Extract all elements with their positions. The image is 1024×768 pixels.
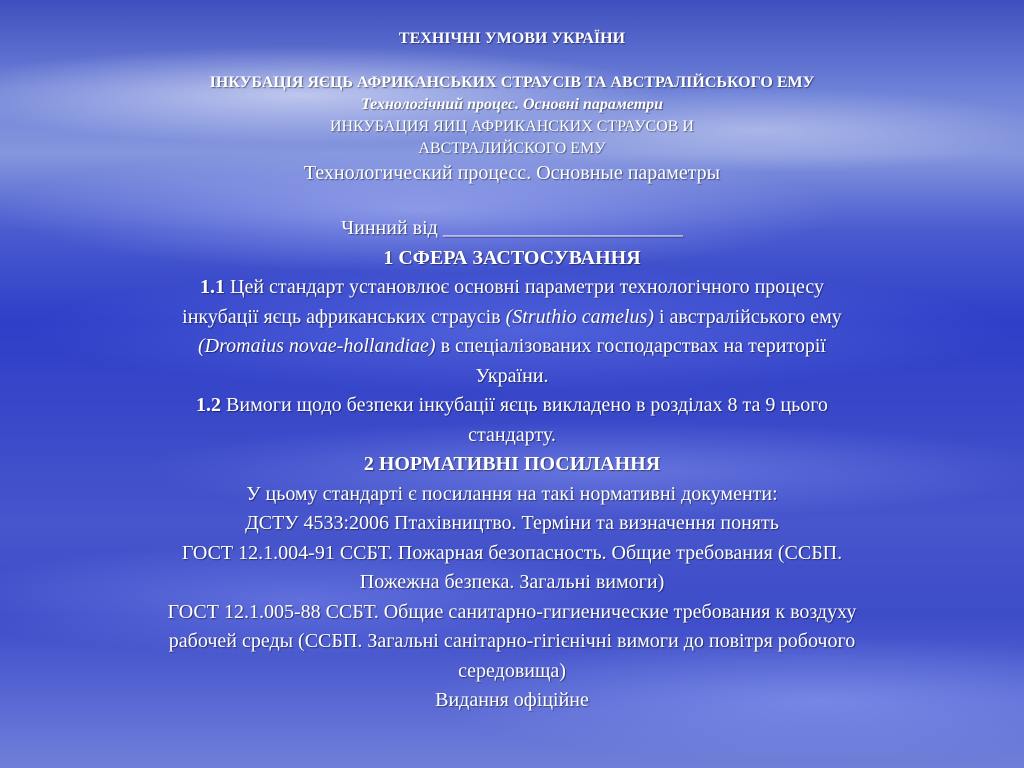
- reference-dstu-4533: ДСТУ 4533:2006 Птахівництво. Терміни та визначення понять: [245, 512, 779, 534]
- paragraph-text: Цей стандарт установлює основні параметри технологічного процесу: [230, 276, 824, 298]
- subtitle-russian-line-2: АВСТРАЛИЙСКОГО ЕМУ: [418, 140, 606, 157]
- spacer: [60, 50, 964, 72]
- subtitle-ukrainian-process: Технологічний процес. Основні параметри: [360, 96, 664, 113]
- reference-gost-12-1-005-line-1: ГОСТ 12.1.005-88 ССБТ. Общие санитарно-гигиенические требования к воздуху: [167, 600, 857, 623]
- spacer: [60, 186, 964, 214]
- effective-date-line: [60, 214, 964, 244]
- paragraph-number: 1.2: [196, 394, 222, 416]
- document-title: ТЕХНІЧНІ УМОВИ УКРАЇНИ: [398, 30, 626, 47]
- references-intro: У цьому стандарті є посилання на такі нормативні документи:: [246, 482, 778, 505]
- effective-date-label: Чинний від: [341, 217, 438, 239]
- paragraph-1-1-line-3: [60, 332, 964, 362]
- paragraph-text: в спеціалізованих господарствах на території: [440, 335, 826, 357]
- paragraph-1-1-line-1: [60, 273, 964, 303]
- latin-name: (Dromaius novae-hollandiae): [198, 335, 436, 357]
- reference-gost-12-1-004-line-1: ГОСТ 12.1.004-91 ССБТ. Пожарная безопасность. Общие требования (ССБП.: [181, 541, 843, 564]
- paragraph-1-2-line-1: [60, 391, 964, 421]
- subtitle-russian-line-1: ИНКУБАЦИЯ ЯИЦ АФРИКАНСКИХ СТРАУСОВ И: [330, 118, 694, 135]
- paragraph-1-1-line-2: [60, 303, 964, 333]
- reference-gost-12-1-005-line-3: середовища): [458, 659, 566, 682]
- paragraph-text: Вимоги щодо безпеки інкубації яєць викладено в розділах 8 та 9 цього: [226, 394, 828, 416]
- reference-gost-12-1-005-line-2: рабочей среды (ССБП. Загальні санітарно-гігієнічні вимоги до повітря робочого: [168, 630, 856, 652]
- reference-gost-12-1-004-line-2: Пожежна безпека. Загальні вимоги): [359, 571, 665, 593]
- paragraph-1-1-line-4: України.: [475, 364, 549, 387]
- section-1-heading: 1 СФЕРА ЗАСТОСУВАННЯ: [383, 246, 641, 269]
- section-2-heading: 2 НОРМАТИВНІ ПОСИЛАННЯ: [363, 453, 661, 475]
- paragraph-1-2-line-2: стандарту.: [468, 423, 556, 446]
- paragraph-text: інкубації яєць африканських страусів: [182, 305, 501, 328]
- effective-date-blank: ________________________: [442, 217, 683, 239]
- subtitle-russian-process: Технологический процесс. Основные параметры: [303, 162, 721, 184]
- latin-name: (Struthio camelus): [505, 305, 654, 328]
- paragraph-number: 1.1: [200, 276, 225, 298]
- official-edition-note: Видання офіційне: [435, 689, 589, 711]
- paragraph-text: і австралійського ему: [658, 305, 842, 328]
- subtitle-ukrainian: ІНКУБАЦІЯ ЯЄЦЬ АФРИКАНСЬКИХ СТРАУСІВ ТА АВСТРАЛІЙСЬКОГО ЕМУ: [209, 74, 815, 91]
- document-content: [60, 28, 964, 716]
